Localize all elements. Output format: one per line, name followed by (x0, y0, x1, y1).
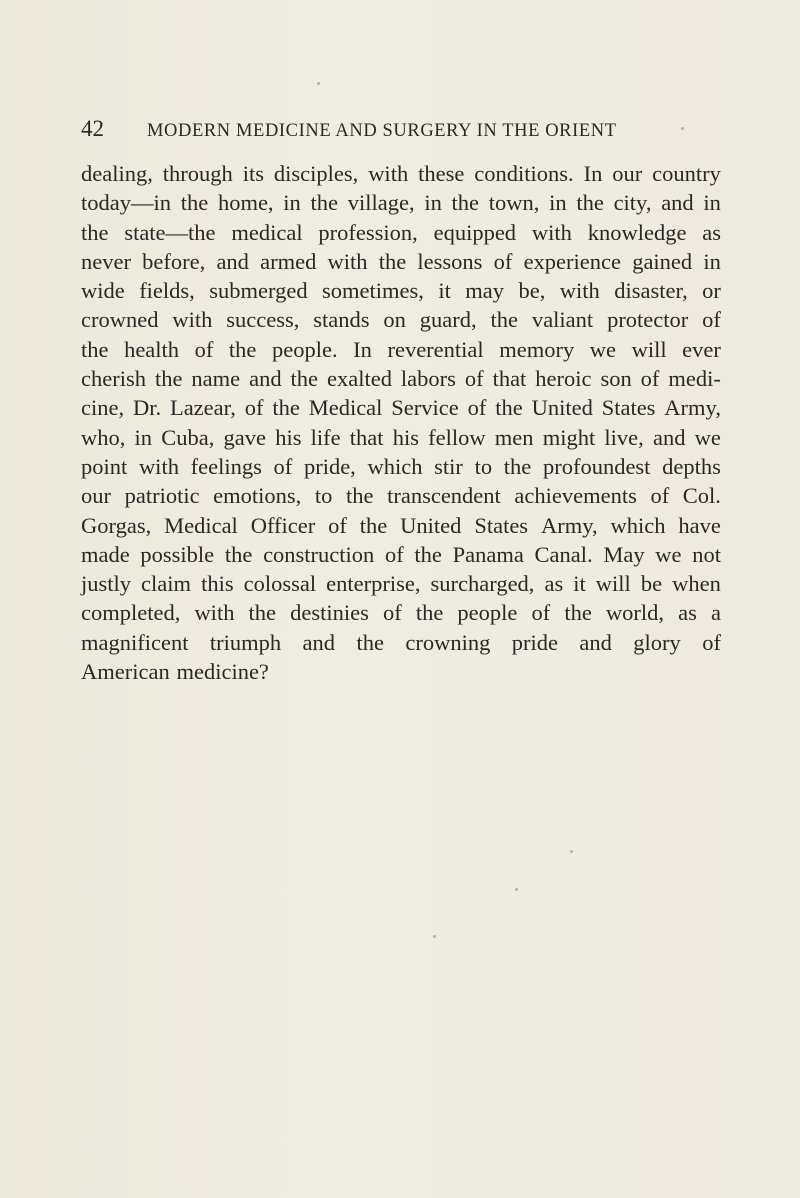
word: the (310, 190, 339, 216)
word: or (702, 278, 721, 304)
word: of (273, 453, 293, 479)
word: reverential (387, 336, 484, 362)
word: of (702, 629, 721, 655)
word: the (248, 600, 277, 626)
word: the (378, 248, 407, 274)
text-line (81, 159, 721, 188)
word: United (531, 395, 593, 421)
word: sometimes, (322, 278, 424, 304)
word: United (400, 512, 462, 538)
word: of (194, 336, 214, 362)
paper-speck (515, 888, 518, 891)
word: feelings (190, 453, 262, 479)
word: will (595, 571, 631, 597)
word: health (124, 336, 180, 362)
word: to (314, 483, 333, 509)
word: Medical (308, 395, 383, 421)
word: through (162, 161, 233, 186)
word: a (711, 600, 721, 626)
word: will (631, 336, 667, 362)
word: the (228, 336, 257, 362)
word: be, (518, 278, 546, 304)
word: heroic (535, 366, 592, 392)
word: in (424, 190, 442, 216)
word: stir (434, 453, 463, 479)
word: in (134, 424, 153, 450)
word: glory (633, 629, 681, 655)
word: the (81, 219, 109, 245)
word: never (81, 248, 131, 274)
word: of (384, 541, 404, 567)
word: cherish (81, 366, 146, 392)
word: today—in (81, 190, 171, 216)
word: justly (81, 571, 132, 597)
word: emotions, (213, 483, 302, 509)
word: to (474, 453, 493, 479)
word: this (201, 571, 234, 597)
word: its (242, 161, 264, 186)
word: the (414, 541, 442, 567)
word: protector (607, 307, 689, 333)
word: equipped (433, 219, 517, 245)
word: of (493, 248, 513, 274)
text-line (81, 247, 721, 276)
text-line (81, 423, 721, 452)
word: transcendent (387, 483, 501, 509)
word: the (495, 395, 523, 421)
word: who, (81, 424, 126, 450)
word: the (564, 600, 592, 626)
word: in (703, 190, 721, 216)
word: with (531, 219, 572, 245)
word: dealing, (81, 161, 153, 186)
word: country (652, 161, 721, 186)
word: claim (141, 571, 192, 597)
word: and (579, 629, 612, 655)
word: of (702, 307, 721, 333)
word: our (81, 483, 111, 509)
word: medicine? (176, 659, 269, 685)
word: gained (632, 248, 693, 274)
word: we (694, 424, 721, 450)
word: name (191, 366, 241, 392)
word: pride, (303, 453, 356, 479)
word: men (494, 424, 534, 450)
word: as (702, 219, 721, 245)
text-line (81, 364, 721, 393)
word: Cuba, (161, 424, 215, 450)
word: Medical (164, 512, 238, 538)
word: the (81, 336, 109, 362)
word: point (81, 453, 128, 479)
word: with (138, 453, 179, 479)
word: town, (488, 190, 540, 216)
word: of (244, 395, 264, 421)
word: and (216, 248, 249, 274)
word: May (603, 541, 645, 567)
word: States (601, 395, 656, 421)
word: live, (604, 424, 644, 450)
word: Gorgas, (81, 512, 152, 538)
word: possible (140, 541, 215, 567)
word: which (610, 512, 666, 538)
word: colossal (243, 571, 317, 597)
text-line (81, 276, 721, 305)
word: stands (313, 307, 370, 333)
word: the (346, 483, 374, 509)
word: of (467, 395, 487, 421)
body-paragraph (81, 159, 721, 686)
word: disciples, (273, 161, 359, 186)
word: with (172, 307, 213, 333)
word: that (492, 366, 527, 392)
paper-speck (681, 127, 684, 130)
word: fellow (428, 424, 486, 450)
word: with (368, 161, 409, 186)
word: disaster, (614, 278, 688, 304)
word: not (692, 541, 721, 567)
word: may (465, 278, 505, 304)
word: success, (226, 307, 300, 333)
word: in (283, 190, 301, 216)
word: world, (605, 600, 665, 626)
word: his (392, 424, 419, 450)
word: it (573, 571, 586, 597)
word: fields, (139, 278, 195, 304)
word: son (600, 366, 632, 392)
word: that (349, 424, 384, 450)
word: In (353, 336, 372, 362)
word: gave (223, 424, 267, 450)
word: in (703, 248, 721, 274)
word: exalted (326, 366, 392, 392)
word: Lazear, (169, 395, 236, 421)
word: as (544, 571, 564, 597)
word: the (415, 600, 444, 626)
word: Officer (250, 512, 316, 538)
word: of (650, 483, 670, 509)
word: destinies (290, 600, 369, 626)
word: home, (217, 190, 274, 216)
word: our (612, 161, 643, 186)
text-line (81, 657, 721, 686)
text-line (81, 569, 721, 598)
word: memory (499, 336, 575, 362)
text-line (81, 305, 721, 334)
word: the (503, 453, 532, 479)
text-line (81, 540, 721, 569)
word: guard, (419, 307, 477, 333)
word: Dr. (132, 395, 162, 421)
word: the (576, 190, 604, 216)
word: States (474, 512, 529, 538)
word: the (356, 629, 384, 655)
word: we (655, 541, 682, 567)
word: the (272, 395, 300, 421)
paper-speck (433, 935, 436, 938)
word: life (310, 424, 341, 450)
word: medi- (668, 366, 721, 392)
word: profoundest (542, 453, 651, 479)
word: wide (81, 278, 125, 304)
word: and (249, 366, 282, 392)
word: be (640, 571, 663, 597)
word: lessons (417, 248, 483, 274)
word: of (531, 600, 551, 626)
text-line (81, 598, 721, 627)
word: it (438, 278, 451, 304)
word: Col. (682, 483, 721, 509)
word: triumph (209, 629, 282, 655)
paper-speck (317, 82, 320, 85)
word: patriotic (124, 483, 200, 509)
word: surcharged, (430, 571, 535, 597)
word: as (678, 600, 697, 626)
word: of (640, 366, 660, 392)
word: with (327, 248, 368, 274)
word: enterprise, (326, 571, 421, 597)
word: the (290, 366, 319, 392)
word: people (457, 600, 518, 626)
word: valiant (531, 307, 594, 333)
word: which (367, 453, 423, 479)
word: conditions. (474, 161, 574, 186)
word: on (383, 307, 406, 333)
word: state—the (124, 219, 216, 245)
word: his (275, 424, 302, 450)
text-line (81, 452, 721, 481)
word: achievements (514, 483, 637, 509)
word: the (359, 512, 388, 538)
word: the (224, 541, 253, 567)
word: ever (682, 336, 721, 362)
text-line (81, 335, 721, 364)
word: cine, (81, 395, 125, 421)
word: of (464, 366, 484, 392)
word: city, (613, 190, 652, 216)
word: the (180, 190, 209, 216)
word: labors (400, 366, 456, 392)
word: In (583, 161, 603, 186)
word: pride (511, 629, 558, 655)
word: we (589, 336, 617, 362)
word: Service (391, 395, 459, 421)
word: with (559, 278, 600, 304)
word: the (490, 307, 519, 333)
word: the (154, 366, 183, 392)
word: these (418, 161, 465, 186)
word: American (81, 659, 170, 685)
word: and (661, 190, 694, 216)
word: with (194, 600, 235, 626)
word: crowning (405, 629, 491, 655)
word: Army, (540, 512, 598, 538)
word: submerged (209, 278, 308, 304)
text-line (81, 393, 721, 422)
word: completed, (81, 600, 181, 626)
page-number: 42 (81, 116, 104, 141)
word: in (549, 190, 567, 216)
word: and (652, 424, 686, 450)
word: experience (523, 248, 621, 274)
word: before, (142, 248, 206, 274)
word: of (382, 600, 402, 626)
word: depths (662, 453, 721, 479)
text-line (81, 511, 721, 540)
word: people. (271, 336, 338, 362)
word: of (328, 512, 347, 538)
text-line (81, 188, 721, 217)
word: construction (263, 541, 375, 567)
text-line (81, 218, 721, 247)
word: village, (347, 190, 415, 216)
word: the (451, 190, 480, 216)
word: Panama (452, 541, 524, 567)
running-title: MODERN MEDICINE AND SURGERY IN THE ORIENT (147, 121, 617, 141)
text-line (81, 628, 721, 657)
word: armed (260, 248, 317, 274)
word: Canal. (534, 541, 593, 567)
word: might (542, 424, 596, 450)
running-head (81, 116, 721, 144)
word: medical (231, 219, 303, 245)
word: profession, (318, 219, 418, 245)
word: when (672, 571, 721, 597)
word: knowledge (587, 219, 687, 245)
word: magnificent (81, 629, 189, 655)
word: and (302, 629, 336, 655)
word: have (678, 512, 721, 538)
paper-speck (570, 850, 573, 853)
word: crowned (81, 307, 159, 333)
word: Army, (664, 395, 721, 421)
word: made (81, 541, 130, 567)
text-line (81, 481, 721, 510)
